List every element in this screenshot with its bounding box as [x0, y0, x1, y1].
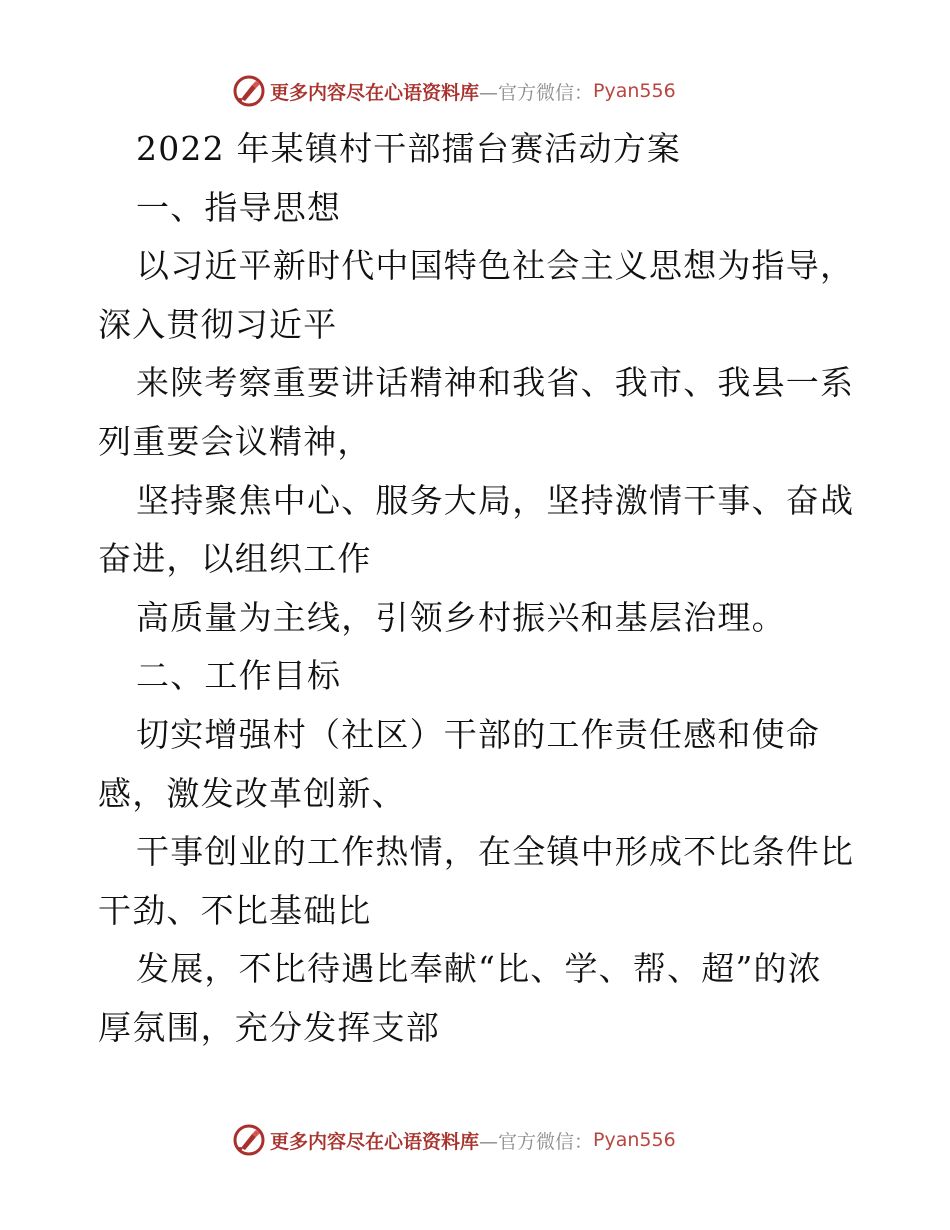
paragraph-line: 切实增强村（社区）干部的工作责任感和使命 [136, 714, 820, 754]
paragraph-line: 坚持聚焦中心、服务大局，坚持激情干事、奋战 [136, 480, 855, 520]
paragraph-line: 感，激发改革创新、 [98, 773, 406, 813]
watermark-wechat-label: —官方微信： [479, 81, 594, 104]
watermark-wechat-id: Pyan556 [593, 80, 676, 102]
paragraph-line: 干事创业的工作热情，在全镇中形成不比条件比 [136, 832, 855, 872]
footer-watermark [232, 1123, 676, 1157]
watermark-site-text: 更多内容尽在心语资料库 [270, 1130, 480, 1153]
paragraph-line: 来陕考察重要讲话精神和我省、我市、我县一系 [136, 363, 855, 403]
paragraph-line: 奋进，以组织工作 [98, 539, 372, 579]
section-heading: 二、工作目标 [136, 656, 342, 696]
header-watermark [232, 74, 676, 108]
watermark-wechat-label: —官方微信： [479, 1130, 594, 1153]
pen-nib-logo-icon [232, 1123, 266, 1157]
paragraph-line: 干劲、不比基础比 [98, 890, 372, 930]
paragraph-line: 高质量为主线，引领乡村振兴和基层治理。 [136, 597, 786, 637]
watermark-wechat-id: Pyan556 [593, 1129, 676, 1151]
paragraph-line: 厚氛围，充分发挥支部 [98, 1007, 440, 1047]
watermark-site-text: 更多内容尽在心语资料库 [270, 81, 480, 104]
paragraph-line: 以习近平新时代中国特色社会主义思想为指导， [136, 246, 855, 286]
document-body [98, 120, 858, 1058]
document-title: 2022 年某镇村干部擂台赛活动方案 [136, 129, 682, 168]
paragraph-line: 列重要会议精神， [98, 421, 372, 461]
paragraph-line: 发展，不比待遇比奉献“比、学、帮、超”的浓 [136, 949, 822, 989]
paragraph-line: 深入贯彻习近平 [98, 304, 338, 344]
pen-nib-logo-icon [232, 74, 266, 108]
section-heading: 一、指导思想 [136, 187, 342, 227]
